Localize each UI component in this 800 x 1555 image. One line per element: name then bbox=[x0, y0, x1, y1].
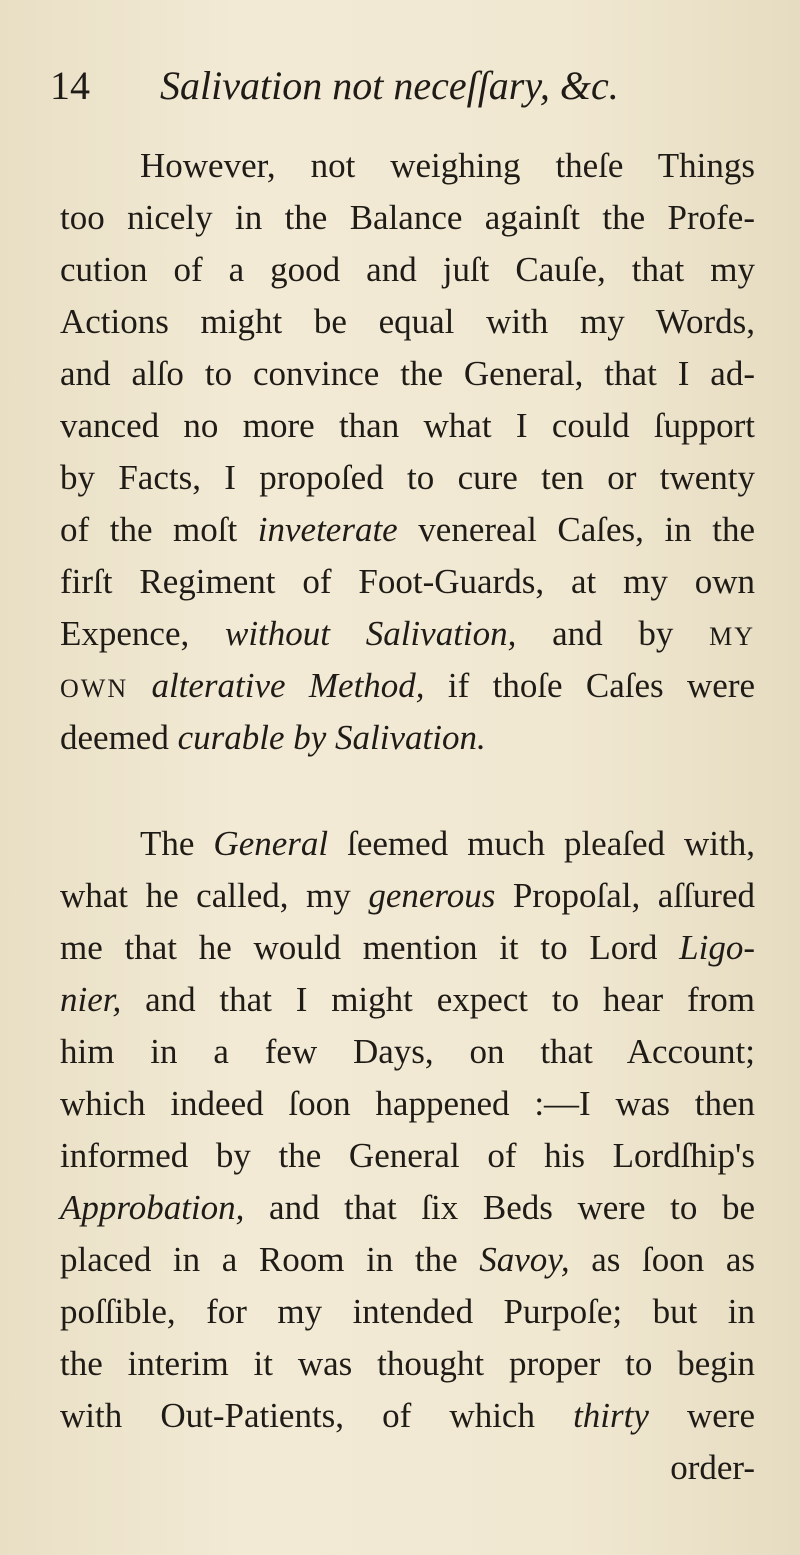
italic-phrase: without Salivation, bbox=[224, 614, 517, 653]
text-line: of the moſt inveterate venereal Caſes, in the bbox=[60, 510, 755, 549]
text-line: him in a few Days, on that Account; bbox=[60, 1032, 755, 1071]
text-line: The General ſeemed much pleaſed with, bbox=[140, 824, 755, 863]
italic-phrase: Ligo- bbox=[679, 928, 755, 967]
italic-phrase: thirty bbox=[573, 1396, 649, 1435]
text-line: cution of a good and juſt Cauſe, that my bbox=[60, 250, 755, 289]
page-number: 14 bbox=[50, 63, 90, 108]
page-header bbox=[38, 62, 758, 112]
italic-phrase: alterative Method, bbox=[151, 666, 425, 705]
catchword: order- bbox=[670, 1448, 755, 1487]
text-line: nier, and that I might expect to hear from bbox=[60, 980, 755, 1019]
text-line: informed by the General of his Lordſhip's bbox=[60, 1136, 755, 1175]
italic-phrase: generous bbox=[368, 876, 496, 915]
text-line: vanced no more than what I could ſupport bbox=[60, 406, 755, 445]
italic-phrase: nier, bbox=[60, 980, 122, 1019]
text-line: with Out-Patients, of which thirty were bbox=[60, 1396, 755, 1435]
text-line: OWN alterative Method, if thoſe Caſes were bbox=[60, 666, 756, 705]
text-line: me that he would mention it to Lord Ligo- bbox=[60, 928, 755, 967]
italic-phrase: General bbox=[213, 824, 329, 863]
italic-phrase: Savoy, bbox=[479, 1240, 570, 1279]
text-line: firſt Regiment of Foot-Guards, at my own bbox=[60, 562, 755, 601]
italic-phrase: curable by Salivation. bbox=[177, 718, 486, 757]
text-line: which indeed ſoon happened :—I was then bbox=[60, 1084, 755, 1123]
text-line: what he called, my generous Propoſal, aſſured bbox=[60, 876, 755, 915]
text-line: placed in a Room in the Savoy, as ſoon as bbox=[60, 1240, 755, 1279]
text-line: Expence, without Salivation, and by MY bbox=[60, 614, 755, 653]
text-line: Actions might be equal with my Words, bbox=[60, 302, 755, 341]
small-caps-word: MY bbox=[709, 622, 755, 651]
running-head: Salivation not neceſſary, &c. bbox=[160, 63, 619, 108]
text-line: the interim it was thought proper to begin bbox=[60, 1344, 755, 1383]
text-line: deemed curable by Salivation. bbox=[60, 718, 486, 757]
text-line: too nicely in the Balance againſt the Profe- bbox=[60, 198, 755, 237]
italic-phrase: inveterate bbox=[257, 510, 398, 549]
text-line: by Facts, I propoſed to cure ten or twenty bbox=[60, 458, 755, 497]
italic-phrase: Approbation, bbox=[60, 1188, 245, 1227]
text-line: Approbation, and that ſix Beds were to be bbox=[60, 1188, 755, 1227]
text-line: poſſible, for my intended Purpoſe; but in bbox=[60, 1292, 755, 1331]
small-caps-word: OWN bbox=[60, 674, 129, 703]
text-line: and alſo to convince the General, that I ad- bbox=[60, 354, 755, 393]
text-line: However, not weighing theſe Things bbox=[140, 146, 755, 185]
